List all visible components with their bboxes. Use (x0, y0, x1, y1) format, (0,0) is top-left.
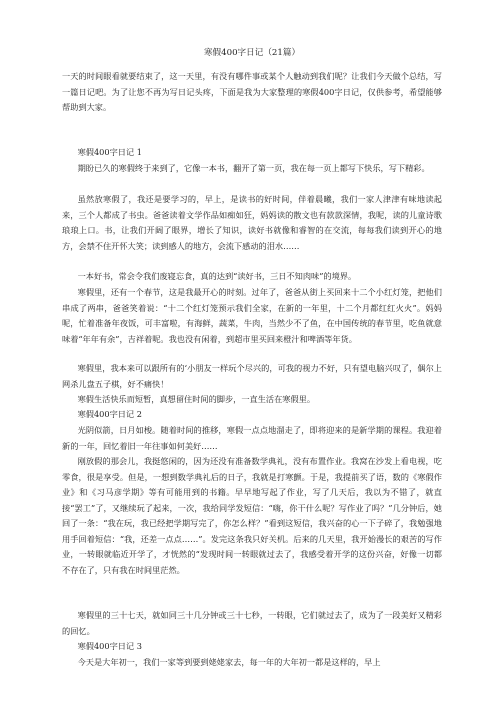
section-1-paragraph-2: 虽然放寒假了，我还是要学习的，早上，是读书的好时间，伴着晨曦，我们一家人津津有味地读起来，三个人都成了书虫。爸爸读着文学作品如痴如狂，妈妈读的散文也有款款深情，我呢，读的儿童诗歌琅琅上口。书，让我们开阔了眼界，增长了知识，读好书就像和睿智的在交流，每每我们读到开心的地方，会禁不住开怀大笑；读到感人的地方，会流下感动的泪水…… (62, 194, 442, 251)
document-title: 寒假400字日记（21篇） (203, 48, 301, 58)
section-1-paragraph-3: 一本好书，常会令我们废寝忘食，真的达到“读好书，三日不知肉味”的境界。 (77, 271, 357, 281)
section-1-paragraph-4: 寒假里，还有一个春节，这是我最开心的时刻。过年了，爸爸从街上买回来十二个小红灯笼，把他们串成了两串，爸爸笑着说：“十二个红灯笼预示我们全家，在新的一年里，十二个月都红红火火”。妈妈呢，忙着准备年夜饭，可丰富啦，有海鲜，蔬菜，牛肉，当然少不了鱼，在中国传统的春节里，吃鱼就意味着“年年有余”，吉祥着呢。我也没有闲着，到超市里买回来橙汁和啤酒等年货。 (62, 287, 442, 344)
section-1-paragraph-6: 寒假生活快乐而短暂，真想留住时间的脚步，一直生活在寒假里。 (77, 394, 316, 404)
section-1-heading: 寒假400字日记 1 (77, 147, 142, 157)
section-2-heading: 寒假400字日记 2 (77, 409, 142, 419)
document-page (62, 0, 442, 707)
section-2-paragraph-3: 寒假里的三十七天，就如同三十几分钟或三十七秒，一转眼，它们就过去了，成为了一段美好又精彩的回忆。 (62, 610, 442, 636)
section-1-paragraph-5: 寒假里，我本来可以跟所有的‘小朋友一样玩个尽兴的，可我的视力不好，只有望电脑兴叹了，偶尔上网杀儿盘五子棋，好不痛快！ (62, 363, 442, 389)
section-3-paragraph-1: 今天是大年初一，我们一家等到要到姥姥家去，每一年的大年初一都是这样的，早上 (77, 657, 381, 667)
intro-paragraph: 一天的时间眼看就要结束了，这一天里，有没有哪件事或某个人触动到我们呢？让我们今天做个总结，写一篇日记吧。为了让您不再为写日记头疼，下面是我为大家整理的寒假400字日记，仅供参考，希望能够帮助到大家。 (62, 71, 442, 112)
section-1-paragraph-1: 期盼已久的寒假终于来到了，它像一本书，翻开了第一页，我在每一页上都写下快乐，写下精彩。 (77, 163, 430, 173)
section-2-paragraph-1: 光阴似箭，日月如梭。随着时间的推移，寒假一点点地溜走了，即将迎来的是新学期的课程。我迎着新的一年，回忆着旧一年往事如何美好…… (62, 425, 442, 451)
section-2-paragraph-2: 刚放假的那会儿，我挺悠闲的，因为还没有准备数学典礼，没有布置作业。我窝在沙发上看电视，吃零食，很是享受。但是，一想到数学典礼后的日子，我就是打寒颤。于是，我提前买了语，数的《寒假作业》和《习马彦学期》等有可能用到的书籍。早早地写起了作业，写了几天后，我以为不错了，就直接“罢工”了，又继续玩了起来，一次，我给同学发短信：“嗨，你干什么呢？写作业了吗？”几分钟后，她回了一条：“我在玩，我已经把学期写完了，你怎么样？”看到这短信，我兴奋的心一下子碎了，我勉强地用手回着短信：“我，还差一点点……”。发完这条我只好关机。后来的几天里，我开始漫长的艰苦的写作业，一转眼就临近开学了，才恍然的“发现时间一转眼就过去了，我感受着开学的这份兴奋，好像一切都不存在了，只有我在时间里茫然。 (62, 456, 442, 575)
section-3-heading: 寒假400字日记 3 (77, 641, 142, 651)
